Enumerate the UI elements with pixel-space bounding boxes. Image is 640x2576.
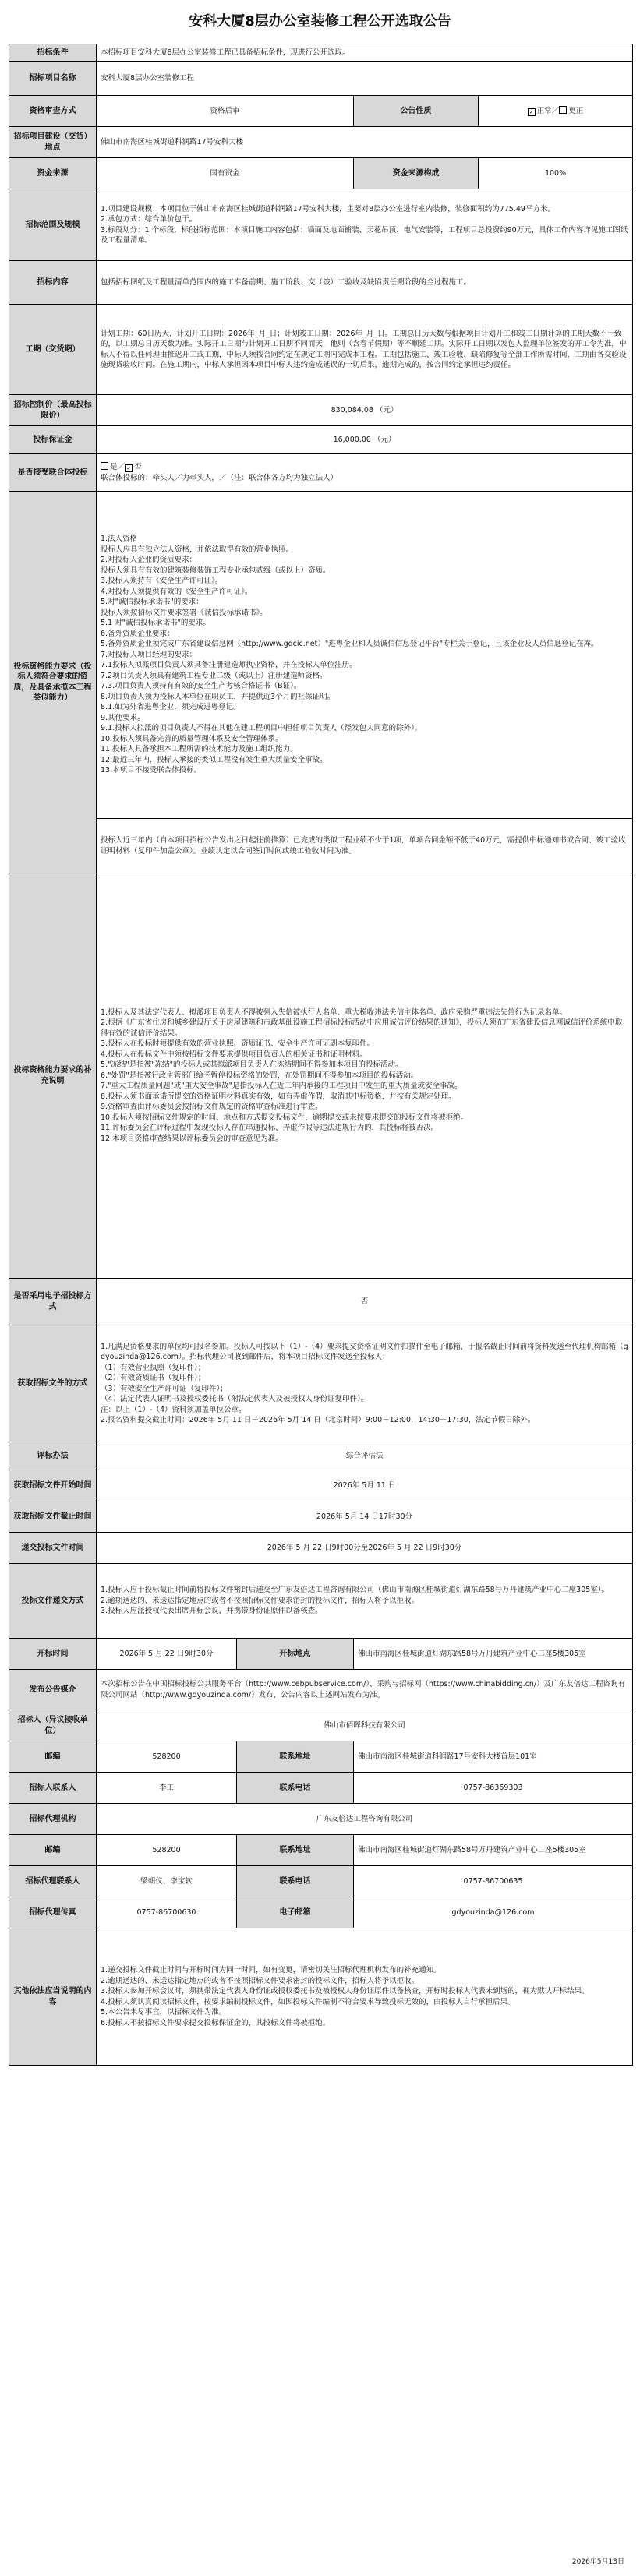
field-label: 邮编 xyxy=(9,1835,97,1866)
field-label: 投标资格能力要求的补充说明 xyxy=(9,873,97,1279)
field-label: 获取招标文件截止时间 xyxy=(9,1501,97,1533)
field-value: 本招标项目安科大厦8层办公室装修工程已具备招标条件，现进行公开选取。 xyxy=(97,44,633,62)
field-label: 联系电话 xyxy=(237,1866,354,1897)
field-value: 安科大厦8层办公室装修工程 xyxy=(97,62,633,96)
field-label: 投标保证金 xyxy=(9,426,97,454)
field-label: 电子邮箱 xyxy=(237,1897,354,1928)
field-label: 招标控制价（最高投标限价） xyxy=(9,395,97,426)
field-label: 投标文件递交方式 xyxy=(9,1564,97,1639)
publish-date: 2026年5月13日 xyxy=(571,2558,624,2566)
field-label: 招标代理传真 xyxy=(9,1897,97,1928)
field-value: 广东友倍达工程咨询有限公司 xyxy=(97,1804,633,1835)
field-label: 获取招标文件开始时间 xyxy=(9,1470,97,1501)
field-value: 100% xyxy=(479,158,633,189)
check-icon: ✓ xyxy=(528,108,536,116)
checkbox-icon xyxy=(559,106,567,114)
field-value: gdyouzinda@126.com xyxy=(354,1897,633,1928)
field-label: 联系电话 xyxy=(237,1773,354,1804)
field-label: 招标代理联系人 xyxy=(9,1866,97,1897)
field-label: 邮编 xyxy=(9,1741,97,1773)
field-label: 是否采用电子招投标方式 xyxy=(9,1279,97,1325)
field-label: 资格审查方式 xyxy=(9,96,97,127)
field-label: 发布公告媒介 xyxy=(9,1670,97,1710)
field-value: 包括招标图纸及工程量清单范围内的施工准备前期、施工阶段、交（竣）工验收及缺陷责任期阶段的全过程施工。 xyxy=(97,261,633,305)
consortium-text: 是／ ✓ 否 联合体投标的：牵头人／力牵头人，／（注：联合体各方均为独立法人） xyxy=(97,454,633,492)
field-value: 国有资金 xyxy=(97,158,354,189)
field-value: 投标人近三年内（自本项目招标公告发出之日起往前推算）已完成的类似工程业绩不少于1项，单项合同金额不低于40万元，需提供中标通知书或合同、竣工验收证明材料（复印件加盖公章）。业绩认定以合同签订时间或竣工验收时间为准。 xyxy=(97,819,633,873)
field-label: 是否接受联合体投标 xyxy=(9,454,97,492)
field-value: 2026年 5月 11 日 xyxy=(97,1470,633,1501)
field-label: 联系地址 xyxy=(237,1835,354,1866)
credit-text: 1.投标人及其法定代表人、拟派项目负责人不得被列入失信被执行人名单、重大税收违法失信主体名单、政府采购严重违法失信行为记录名单。 2.根据《广东省住房和城乡建设厅关于房屋建筑和市政基础设施工程招标投标活动中应用诚信评价结果的通知》，投标人须在广东省建设信息网诚信评价系统中取得有效的诚信评价结果。 3.投标人在投标时须提供有效的营业执照、资质证书、安全生产许可证副本复印件。 4.投标人在投标文件中须按招标文件要求提供项目负责人的相关证书和证明材料。 5."冻结"是指被"冻结"的投标人或其拟派项目负责人在冻结期间不得参加本项目的投标活动。 6."处罚"是指被行政主管部门给予暂停投标资格的处罚，在处罚期间不得参加本项目的投标活动。 7."重大工程质量问题"或"重大安全事故"是指投标人在近三年内承接的工程项目中发生的重大质量或安全事故。 8.投标人须书面承诺所提交的资格证明材料真实有效，如有弄虚作假，取消其中标资格，并按有关规定处理。 9.资格审查由评标委员会按招标文件规定的资格审查标准进行审查。 10.投标人须按招标文件规定的时间、地点和方式提交投标文件，逾期提交或未按要求提交的投标文件将被拒绝。 11.评标委员会在评标过程中发现投标人存在串通投标、弄虚作假等违法违规行为的，其投标将被否决。 12.本项目资格审查结果以评标委员会的审查意见为准。 xyxy=(97,873,633,1279)
field-label: 公告性质 xyxy=(354,96,479,127)
field-value: 2026年 5月 14 日17时30分 xyxy=(97,1501,633,1533)
field-label: 招标条件 xyxy=(9,44,97,62)
field-value: 否 xyxy=(97,1279,633,1325)
field-value: 830,084.08 （元） xyxy=(97,395,633,426)
field-value: 佛山市南海区桂城街道科润路17号安科大楼 xyxy=(97,127,633,158)
field-value: 资格后审 xyxy=(97,96,354,127)
field-label: 招标人联系人 xyxy=(9,1773,97,1804)
field-label: 资金来源构成 xyxy=(354,158,479,189)
field-label: 投标资格能力要求（投标人须符合要求的资质，及具备承揽本工程类似能力） xyxy=(9,492,97,873)
field-value: 0757-86369303 xyxy=(354,1773,633,1804)
qualification-text: 1.法人资格 投标人应具有独立法人资格，并依法取得有效的营业执照。 2.对投标人企业的资质要求： 投标人须具有有效的建筑装修装饰工程专业承包贰级（或以上）资质。 3.投标人须持有《安全生产许可证》。 4.对投标人须提供有效的《安全生产许可证》。 5.对"诚信投标承诺书"的要求： 投标人须按招标文件要求签署《诚信投标承诺书》。 5.1 对"诚信投标承诺书"的要求。 6.备外资质企业要求： 5.备外资质企业须完成广东省建设信息网（http://www.gdcic.net）"进粤企业和人员诚信信息登记平台"专栏关于登记，且该企业及人员信息登记在库。 7.对投标人项目经理的要求： 7.1投标人拟派项目负责人须具备注册建造师执业资格，并在投标人单位注册。 7.2项目负责人须具有建筑工程专业二级（或以上）注册建造师资格。 7.3.项目负责人须持有有效的安全生产考核合格证书（B证）。 8.项目负责人须为投标人本单位在职员工，并提供近3个月的社保证明。 8.1.如为外省进粤企业，须完成进粤登记。 9.其他要求。 9.1.投标人拟派的项目负责人不得在其他在建工程项目中担任项目负责人（经发包人同意的除外）。 10.投标人须具备完善的质量管理体系及安全管理体系。 11.投标人具备承担本工程所需的技术能力及施工组织能力。 12.最近三年内，投标人承接的类似工程没有发生重大质量安全事故。 13.本项目不接受联合体投标。 xyxy=(97,492,633,819)
obtain-text: 1.凡满足资格要求的单位均可报名参加。投标人可按以下（1）-（4）要求提交资格证明文件扫描件至电子邮箱，于报名截止时间前将资料发送至代理机构邮箱（gdyouzinda@126.com）。招标代理公司收到邮件后，将本项目招标文件发送至投标人： （1）有效营业执照（复印件）； （2）有效资质证书（复印件）； （3）有效安全生产许可证（复印件）； （4）法定代表人证明书及授权委托书（附法定代表人及被授权人身份证复印件）。 注：以上（1）-（4）资料须加盖单位公章。 2.报名资料提交截止时间：2026年 5月 11 日－2026年 5月 14 日（北京时间）9:00－12:00，14:30－17:30，法定节假日除外。 xyxy=(97,1325,633,1442)
submit-text: 1.投标人应于投标截止时间前将投标文件密封后递交至广东友倍达工程咨询有限公司（佛山市南海区桂城街道灯湖东路58号万丹建筑产业中心二座305室）。 2.逾期送达的、未送达指定地点的或者不按照招标文件要求密封的投标文件，招标人将予以拒收。 3.投标人应派授权代表出席开标会议，并携带身份证原件以备核查。 xyxy=(97,1564,633,1639)
field-label: 开标地点 xyxy=(237,1639,354,1670)
field-value: 2026年 5 月 22 日9时30分 xyxy=(97,1639,237,1670)
notice-type-options: ✓ 正常／ 更正 xyxy=(479,96,633,127)
field-value: 本次招标公告在中国招标投标公共服务平台（http://www.cebpubservice.com/）、采购与招标网（https://www.chinabidding.cn/）及广东友倍达工程咨询有限公司网站（http://www.gdyouzinda.com/）发布，公告内容以上述网站发布为准。 xyxy=(97,1670,633,1710)
field-value: 16,000.00 （元） xyxy=(97,426,633,454)
field-value: 佛山市佰晖科技有限公司 xyxy=(97,1710,633,1741)
field-label: 评标办法 xyxy=(9,1442,97,1470)
field-value: 综合评估法 xyxy=(97,1442,633,1470)
field-value: 李工 xyxy=(97,1773,237,1804)
field-value: 佛山市南海区桂城街道灯湖东路58号万丹建筑产业中心二座5楼305室 xyxy=(354,1639,633,1670)
field-label: 递交投标文件时间 xyxy=(9,1533,97,1564)
field-label: 工期（交货期） xyxy=(9,305,97,395)
field-label: 联系地址 xyxy=(237,1741,354,1773)
field-value: 计划工期：60日历天，计划开工日期：2026年_月_日；计划竣工日期：2026年_月_日。工期总日历天数与根据项目计划开工和竣工日期计算的工期天数不一致的，以工期总日历天数为准。实际开工日期与计划开工日期不同而天，他则（含春节假期）等不顺延工期。实际开工日期以发包人监理单位签发的开工令为准，中标人不得以任何理由推迟开工或工期，中标人须按合同约定在规定工期内完成本工程。工期包括施工、竣工验收、缺陷修复等全部工作所需时间，工期由各交验设施现货验收时间。在施工期内，中标人承担因本项目中标人违约造成延误的一切后果，逾期完成的，按合同约定承担违约责任。 xyxy=(97,305,633,395)
checkbox-icon xyxy=(101,462,108,470)
field-value: 0757-86700630 xyxy=(97,1897,237,1928)
field-label: 资金来源 xyxy=(9,158,97,189)
field-label: 招标项目建设（交货）地点 xyxy=(9,127,97,158)
field-label: 其他依法应当说明的内容 xyxy=(9,1928,97,2066)
field-value: 528200 xyxy=(97,1741,237,1773)
announcement-table xyxy=(9,44,633,2066)
field-label: 招标代理机构 xyxy=(9,1804,97,1835)
field-value: 梁朝仪、李宝软 xyxy=(97,1866,237,1897)
field-label: 开标时间 xyxy=(9,1639,97,1670)
scope-text: 1.项目建设规模：本项目位于佛山市南海区桂城街道科润路17号安科大楼，主要对8层办公室进行室内装修，装修面积约为775.49平方米。 2.承包方式：综合单价包干。 3.标段划分：1 个标段，标段招标范围：本项目施工内容包括：墙面及地面铺装、天花吊顶、电气安装等，工程项目总投资约90万元，具体工作内容详见施工图纸及工程量清单。 xyxy=(97,189,633,261)
field-value: 528200 xyxy=(97,1835,237,1866)
field-label: 招标人（异议接收单位） xyxy=(9,1710,97,1741)
field-label: 招标项目名称 xyxy=(9,62,97,96)
field-value: 0757-86700635 xyxy=(354,1866,633,1897)
field-label: 招标内容 xyxy=(9,261,97,305)
other-text: 1.递交投标文件截止时间与开标时间为同一时间，如有变更，请密切关注招标代理机构发布的补充通知。 2.逾期送达的、未送达指定地点的或者不按照招标文件要求密封的投标文件，招标人将予以拒收。 3.投标人参加开标会议时，须携带法定代表人身份证或授权委托书及被授权人身份证原件以备核查，开标时投标人代表未到场的，视为默认开标结果。 4.投标人须认真阅读招标文件，按要求编制投标文件，如因投标文件编制不符合要求导致投标无效的，由投标人自行承担后果。 5.本公告未尽事宜，以招标文件为准。 6.投标人不按招标文件要求提交投标保证金的，其投标文件将被拒绝。 xyxy=(97,1928,633,2066)
field-value: 佛山市南海区桂城街道科润路17号安科大楼首层101室 xyxy=(354,1741,633,1773)
check-icon: ✓ xyxy=(125,464,133,472)
field-label: 招标范围及规模 xyxy=(9,189,97,261)
field-value: 2026年 5 月 22 日9时00分至2026年 5 月 22 日9时30分 xyxy=(97,1533,633,1564)
page-title: 安科大厦8层办公室装修工程公开选取公告 xyxy=(189,13,451,30)
field-value: 佛山市南海区桂城街道灯湖东路58号万丹建筑产业中心二座5楼305室 xyxy=(354,1835,633,1866)
field-label: 获取招标文件的方式 xyxy=(9,1325,97,1442)
